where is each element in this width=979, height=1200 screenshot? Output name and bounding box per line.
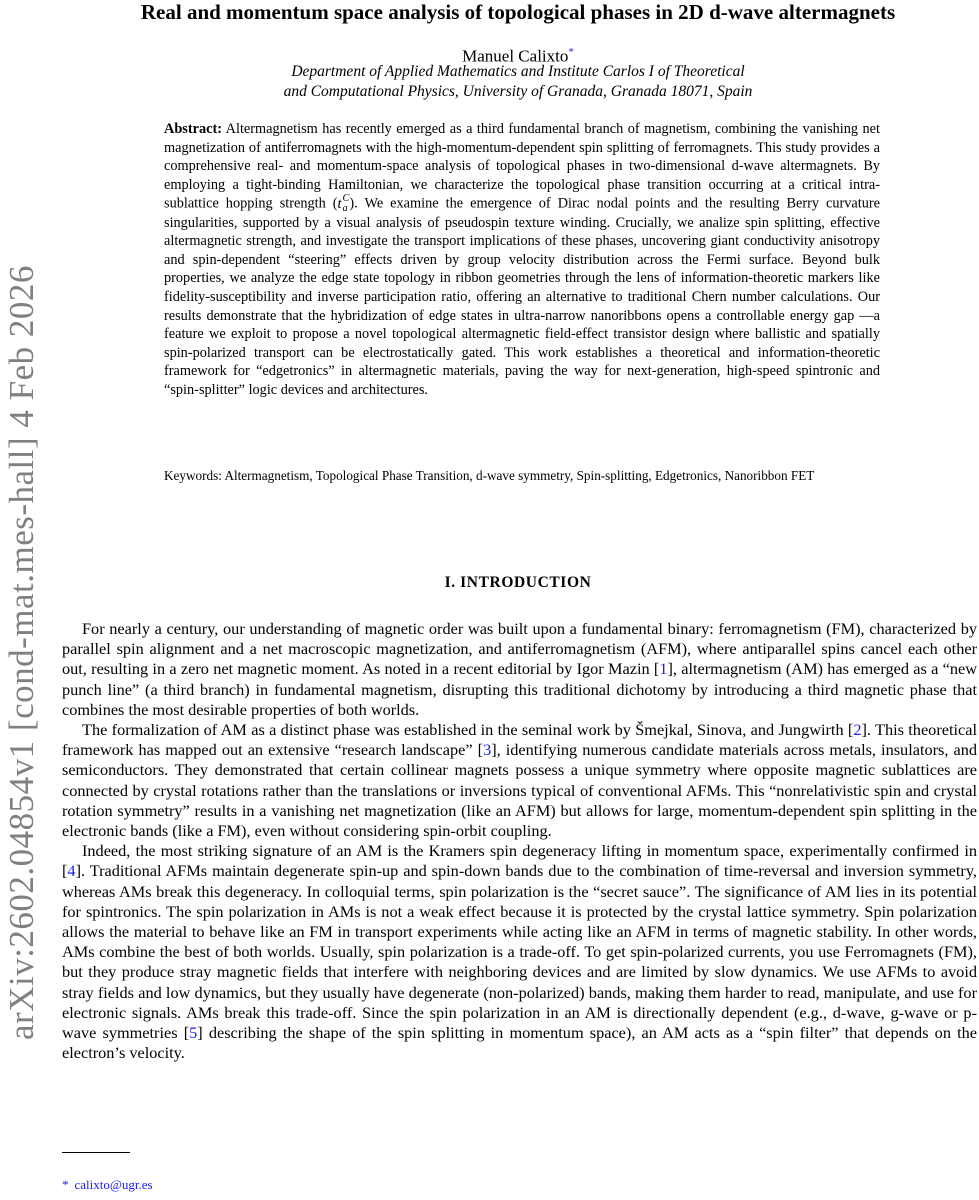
affiliation-line-2: and Computational Physics, University of Granada, Granada 18071, Spain xyxy=(283,83,753,100)
author-footnote-mark[interactable]: * xyxy=(568,46,574,58)
affiliation-line-1: Department of Applied Mathematics and Institute Carlos I of Theoretical xyxy=(291,63,745,80)
abstract-text-2: ). We examine the emergence of Dirac nodal points and the resulting Berry curvature singularities, supported by a visual analysis of pseudospin texture winding. Crucially, we analize spin splitting, effective altermagnetic strength, and investigate the transport implications of these phases, uncovering giant conductivity anisotropy and spin-dependent “steering” effects driven by group velocity distribution across the Fermi surface. Beyond bulk properties, we analyze the edge state topology in ribbon geometries through the lens of information-theoretic markers like fidelity-susceptibility and inverse participation ratio, offering an alternative to traditional Chern number calculations. Our results demonstrate that the hybridization of edge states in ultra-narrow nanoribbons opens a controllable energy gap —a feature we exploit to propose a novel topological altermagnetic field-effect transistor design where ballistic and spatially spin-polarized transport can be electrostatically gated. This work establishes a theoretical and information-theoretic framework for “edgetronics” in altermagnetic materials, paving the way for next-generation, high-speed spintronic and “spin-splitter” logic devices and architectures. xyxy=(164,196,880,399)
citation-link[interactable]: 4 xyxy=(67,861,76,881)
paragraph-2: The formalization of AM as a distinct phase was established in the seminal work by Šmejkal, Sinova, and Jungwirth [2]. This theoretical framework has mapped out an extensive “research landscape” [3], identifying numerous candidate materials across metals, insulators, and semiconductors. They demonstrated that certain collinear magnets possess a unique symmetry where opposite magnetic sublattices are connected by crystal rotations rather than the translations or inversions typical of conventional AFMs. This “nonrelativistic spin and crystal rotation symmetry” results in a vanishing net magnetization (like an AFM) but allows for large, momentum-dependent spin splitting in the electronic bands (like a FM), even without considering spin-orbit coupling. xyxy=(62,720,977,841)
abstract-label: Abstract: xyxy=(164,121,222,137)
abstract xyxy=(164,120,880,400)
paragraph-1: For nearly a century, our understanding of magnetic order was built upon a fundamental binary: ferromagnetism (FM), characterized by parallel spin alignment and a net macroscopic magnetization, and antiferromagnetism (AFM), where antiparallel spins cancel each other out, resulting in a zero net magnetic moment. As noted in a recent editorial by Igor Mazin [1], altermagnetism (AM) has emerged as a “new punch line” (a third branch) in fundamental magnetism, disrupting this traditional dichotomy by introducing a third magnetic phase that combines the most desirable properties of both worlds. xyxy=(62,619,977,719)
affiliation xyxy=(60,62,976,102)
citation-link[interactable]: 3 xyxy=(483,740,492,760)
paragraph-3: Indeed, the most striking signature of an AM is the Kramers spin degeneracy lifting in momentum space, experimentally confirmed in [4]. Traditional AFMs maintain degenerate spin-up and spin-down bands due to the combination of time-reversal and inversion symmetry, whereas AMs break this degeneracy. In colloquial terms, spin polarization is the “secret sauce”. The significance of AM lies in its potential for spintronics. The spin polarization in AMs is not a weak effect because it is protected by the crystal lattice symmetry. Spin polarization allows the material to behave like an FM in transport experiments while acting like an AFM in terms of magnetic stability. In other words, AMs combine the best of both worlds. Usually, spin polarization is a trade-off. To get spin-polarized currents, you use Ferromagnets (FM), but they produce stray magnetic fields that interfere with neighboring devices and are limited by slow dynamics. We use AFMs to avoid stray fields and low dynamics, but they usually have degenerate (non-polarized) bands, making them harder to read, manipulate, and use for electronic signals. AMs break this trade-off. Since the spin polarization in an AM is directionally dependent (e.g., d-wave, g-wave or p-wave symmetries [5] describing the shape of the spin splitting in momentum space), an AM acts as a “spin filter” that depends on the electron’s velocity. xyxy=(62,841,977,1063)
keywords: Keywords: Altermagnetism, Topological Phase Transition, d-wave symmetry, Spin-splitting, Edgetronics, Nanoribbon FET xyxy=(164,468,815,483)
paper-title: Real and momentum space analysis of topological phases in 2D d-wave altermagnets xyxy=(140,0,896,24)
footnote xyxy=(62,1177,462,1193)
citation-link[interactable]: 1 xyxy=(659,659,668,679)
footnote-divider xyxy=(62,1152,130,1153)
section-heading-introduction: I. INTRODUCTION xyxy=(444,574,592,591)
abstract-text-1: Altermagnetism has recently emerged as a third fundamental branch of magnetism, combining the vanishing net magnetization of antiferromagnets with the high-momentum-dependent spin splitting of ferromagnets. This study provides a comprehensive real- and momentum-space analysis of topological phases in two-dimensional d-wave altermagnets. By employing a tight-binding Hamiltonian, we characterize the topological phase transition occurring at a critical intra-sublattice hopping strength ( xyxy=(164,121,880,213)
author-email-link[interactable]: calixto@ugr.es xyxy=(74,1177,153,1192)
arxiv-identifier-stamp[interactable]: arXiv:2602.04854v1 [cond-mat.mes-hall] 4 Feb 2026 xyxy=(2,265,41,1040)
citation-link[interactable]: 2 xyxy=(853,720,862,740)
footnote-mark: * xyxy=(62,1177,69,1192)
critical-hopping-symbol: t C a xyxy=(337,193,350,214)
author-name: Manuel Calixto xyxy=(462,46,569,66)
citation-link[interactable]: 5 xyxy=(189,1023,198,1043)
introduction-body xyxy=(62,619,977,1063)
